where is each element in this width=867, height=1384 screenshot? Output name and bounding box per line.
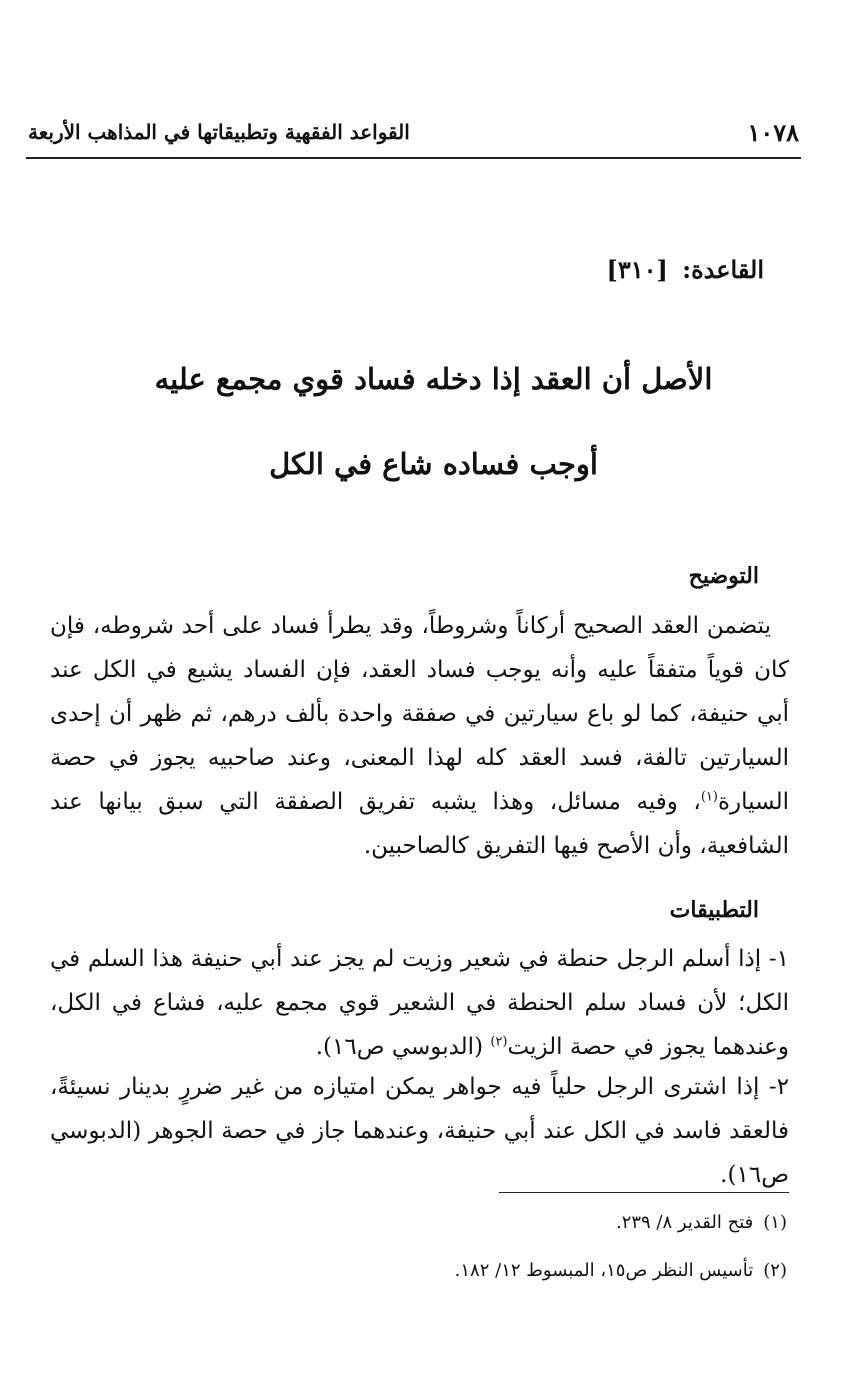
explanation-heading: التوضيح bbox=[688, 563, 759, 589]
application-item-2: ٢- إذا اشترى الرجل حلياً فيه جواهر يمكن امتيازه من غير ضررٍ بدينار نسيئةً، فالعقد فاسد في الكل عند أبي حنيفة، وعندهما جاز في حصة الجوهر (الدبوسي ص١٦). bbox=[50, 1074, 789, 1188]
footnote-1-text: فتح القدير ٨/ ٢٣٩. bbox=[615, 1212, 754, 1233]
footnote-2-mark: (٢) bbox=[763, 1260, 787, 1281]
application-item-1 bbox=[50, 937, 789, 1069]
book-title: القواعد الفقهية وتطبيقاتها في المذاهب الأربعة bbox=[28, 120, 410, 144]
header-divider bbox=[26, 157, 801, 159]
explanation-paragraph bbox=[50, 604, 789, 868]
footnote-divider bbox=[499, 1192, 789, 1193]
footnote-2 bbox=[455, 1260, 787, 1281]
footnote-2-text: تأسيس النظر ص١٥، المبسوط ١٢/ ١٨٢. bbox=[454, 1260, 754, 1281]
rule-label bbox=[606, 255, 764, 284]
application-1-text: ١- إذا أسلم الرجل حنطة في شعير وزيت لم يجز عند أبي حنيفة هذا السلم في الكل؛ لأن فساد سلم الحنطة في الشعير قوي مجمع عليه، فشاع في الكل، وعندهما يجوز في حصة الزيت bbox=[50, 946, 789, 1060]
footnote-ref-1: (١) bbox=[700, 789, 718, 805]
page-number: ١٠٧٨ bbox=[747, 118, 799, 147]
applications-heading: التطبيقات bbox=[669, 897, 759, 923]
rule-title-line-1: الأصل أن العقد إذا دخله فساد قوي مجمع عليه bbox=[154, 362, 713, 396]
rule-title-line-2: أوجب فساده شاع في الكل bbox=[269, 447, 598, 481]
footnote-1 bbox=[616, 1212, 787, 1233]
rule-label-text: القاعدة: bbox=[682, 255, 764, 284]
rule-number: [٣١٠] bbox=[606, 255, 668, 284]
footnote-ref-2: (٢) bbox=[490, 1034, 508, 1050]
explanation-text-1: يتضمن العقد الصحيح أركاناً وشروطاً، وقد يطرأ فساد على أحد شروطه، فإن كان قوياً متفقاً عليه وأنه يوجب فساد العقد، فإن الفساد يشيع في الكل عند أبي حنيفة، كما لو باع سيارتين في صفقة واحدة بألف درهم، ثم ظهر أن إحدى السيارتين تالفة، فسد العقد كله لهذا المعنى، وعند صاحبيه يجوز في حصة السيارة bbox=[50, 613, 789, 815]
explanation-text-2: ، وفيه مسائل، وهذا يشبه تفريق الصفقة التي سبق بيانها عند الشافعية، وأن الأصح فيها التفريق كالصاحبين. bbox=[50, 789, 789, 859]
footnote-1-mark: (١) bbox=[763, 1212, 787, 1233]
application-1-citation: (الدبوسي ص١٦). bbox=[315, 1034, 491, 1060]
running-header bbox=[28, 118, 799, 152]
